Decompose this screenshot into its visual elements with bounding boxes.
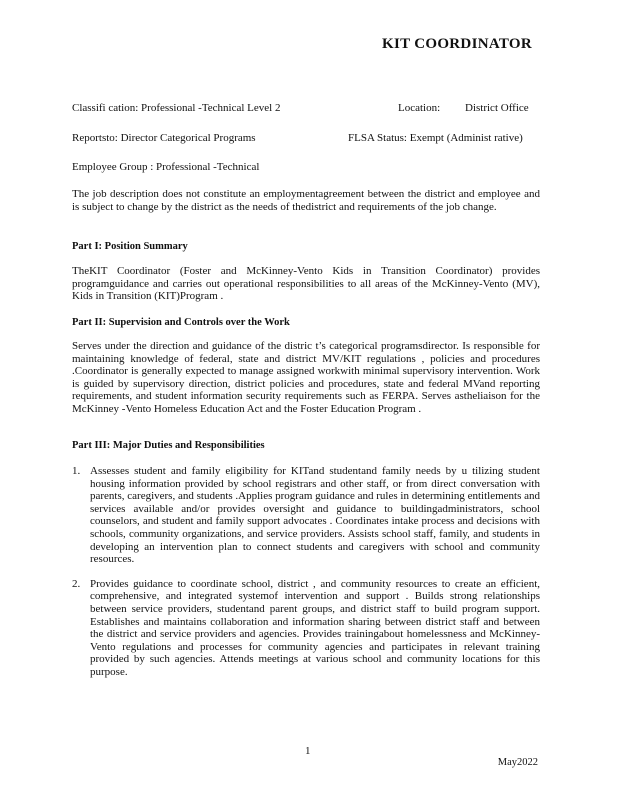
list-item [72, 465, 540, 566]
part1-heading: Part I: Position Summary [72, 241, 188, 252]
page-number: 1 [305, 745, 311, 757]
location-label: Location: [398, 102, 441, 114]
list-item [72, 578, 540, 679]
reports-to: Reportsto: Director Categorical Programs [72, 132, 256, 144]
part3-heading: Part III: Major Duties and Responsibilities [72, 440, 265, 451]
location-value: District Office [465, 102, 529, 114]
employee-group-row [72, 161, 538, 173]
reports-row [72, 132, 538, 144]
employee-group: Employee Group : Professional -Technical [72, 161, 260, 173]
list-item-text: Provides guidance to coordinate school, district , and community resources to create an efficient, comprehensive, and integrated systemof intervention and support . Builds strong relationships between service providers, studentand parent groups, and district staff to build program support. Establishes and maintains collaboration and information sharing between district staff and between the district and service providers and agencies. Provides trainingabout homelessness and McKinney- Vento regulations and processes for community agencies and participates in relevant training provided by such agencies. Attends meetings at various school and community locations for this purpose. [90, 577, 540, 678]
page-title: KIT COORDINATOR [382, 36, 532, 52]
flsa-status: FLSA Status: Exempt (Administ rative) [348, 132, 523, 144]
disclaimer-paragraph: The job description does not constitute an employmentagreement between the district and employee and is subject to change by the district as the needs of thedistrict and requirements of the job change. [72, 188, 540, 213]
list-item-number: 1. [72, 465, 81, 477]
classification-row [72, 102, 538, 114]
list-item-text: Assesses student and family eligibility for KITand studentand family needs by u tilizing student housing information provided by school registrars and other staff, or from direct conversation with parents, caregivers, and students .Applies program guidance and rules in determining entitlements and services available and/or provides oversight and guidance to buildingadministrators, school counselors, and student and family support advocates . Coordinates intake process and decisions with schools, community organizations, and service providers. Assists school staff, family, and students in developing an intervention plan to connect students and caregivers with school and community resources. [90, 465, 540, 566]
duties-list [72, 465, 540, 679]
part1-paragraph: TheKIT Coordinator (Foster and McKinney-Vento Kids in Transition Coordinator) provides programguidance and carries out operational responsibilities to all areas of the McKinney-Vento (MV), Kids in Transition (KIT)Program . [72, 265, 540, 302]
list-item-number: 2. [72, 577, 81, 590]
part2-paragraph: Serves under the direction and guidance of the distric t’s categorical programsdirector. Is responsible for maintaining knowledge of federal, state and district MV/KIT regulations , policies and procedures .Coordinator is generally expected to manage assigned workwith minimal supervisory intervention. Work is guided by supervisory direction, district policies and procedures, state and federal MVand reporting requirements, and student information security requirements such as FERPA. Serves astheliaison for the McKinney -Vento Homeless Education Act and the Foster Education Program . [72, 340, 540, 415]
classification: Classifi cation: Professional -Technical Level 2 [72, 102, 281, 114]
revision-date: May2022 [497, 757, 538, 768]
part2-heading: Part II: Supervision and Controls over the Work [72, 317, 290, 328]
